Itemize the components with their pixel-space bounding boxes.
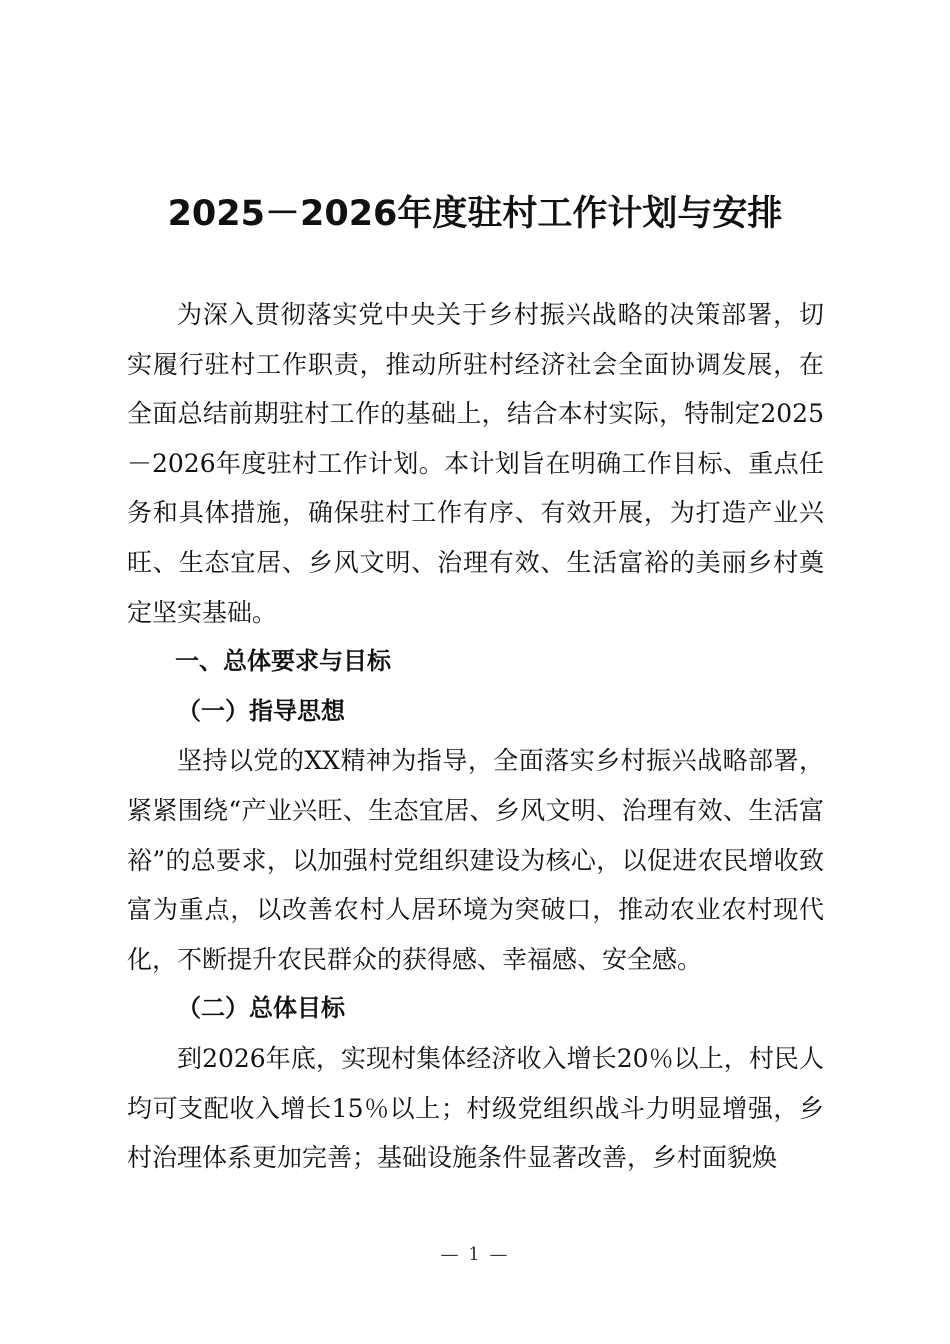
guiding-thought-paragraph: 坚持以党的XX精神为指导，全面落实乡村振兴战略部署，紧紧围绕“产业兴旺、生态宜居、乡风文明、治理有效、生活富裕”的总要求，以加强村党组织建设为核心，以促进农民增收致富为重点，以改善农村人居环境为突破口，推动农业农村现代化，不断提升农民群众的获得感、幸福感、安全感。: [127, 746, 824, 974]
document-body: [127, 290, 824, 1183]
overall-goal-paragraph: 到2026年底，实现村集体经济收入增长20％以上，村民人均可支配收入增长15％以上；村级党组织战斗力明显增强，乡村治理体系更加完善；基础设施条件显著改善，乡村面貌焕: [127, 1043, 824, 1173]
section-heading-overall-requirements: 一、总体要求与目标: [175, 647, 391, 676]
document-title: 2025－2026年度驻村工作计划与安排: [167, 194, 783, 234]
subsection-heading-guiding-thought: （一）指导思想: [177, 696, 345, 725]
subsection-heading-overall-goal: （二）总体目标: [177, 994, 345, 1023]
page-number: — 1 —: [440, 1244, 510, 1265]
intro-paragraph: 为深入贯彻落实党中央关于乡村振兴战略的决策部署，切实履行驻村工作职责，推动所驻村经济社会全面协调发展，在全面总结前期驻村工作的基础上，结合本村实际，特制定2025－2026年度驻村工作计划。本计划旨在明确工作目标、重点任务和具体措施，确保驻村工作有序、有效开展，为打造产业兴旺、生态宜居、乡风文明、治理有效、生活富裕的美丽乡村奠定坚实基础。: [127, 300, 824, 627]
